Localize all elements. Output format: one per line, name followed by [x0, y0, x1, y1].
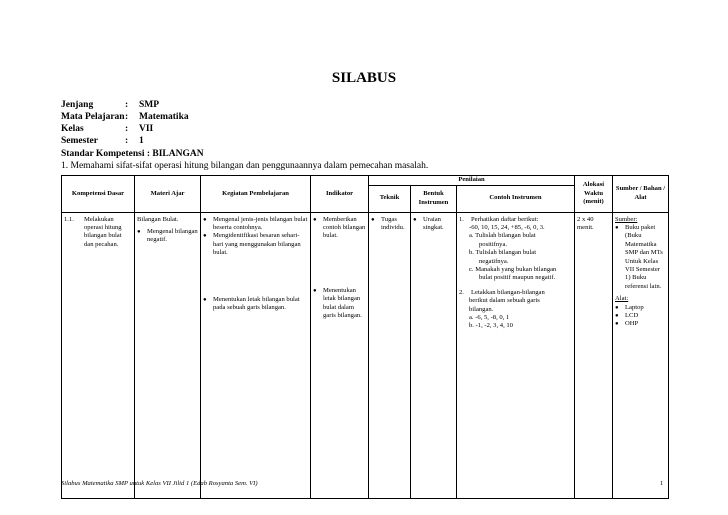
meta-key: Kelas [61, 124, 84, 134]
header-materi: Materi Ajar [135, 176, 201, 213]
meta-colon: : [125, 112, 129, 122]
contoh-list: -60, 10, 15, 24, +85, -6, 0, 3. [469, 223, 545, 231]
standar-kompetensi [61, 148, 428, 172]
meta-value: VII [139, 124, 154, 134]
meta-key: Jenjang [61, 100, 94, 110]
cell-indikator [311, 212, 369, 498]
contoh-number: 1. [459, 215, 464, 223]
header-kegiatan: Kegiatan Pembelajaran [201, 176, 311, 213]
header-sumber: Sumber / Bahan / Alat [613, 176, 669, 213]
cell-kompetensi [62, 212, 135, 498]
materi-title: Bilangan Bulat. [137, 215, 179, 223]
header-contoh: Contoh Instrumen [457, 185, 575, 212]
meta-key: Semester [61, 136, 98, 146]
cell-kegiatan [201, 212, 311, 498]
meta-value: SMP [139, 100, 160, 110]
contoh-text: berikut dalam sebuah garis [469, 297, 540, 305]
contoh-number: 2. [459, 288, 464, 296]
page-title: SILABUS [331, 70, 397, 86]
header-alokasi: Alokasi Waktu (menit) [575, 176, 613, 213]
alat-item: ● OHP [615, 320, 666, 328]
kd-number: 1.1. [64, 215, 74, 223]
contoh-text: Letakkan bilangan-bilangan [471, 288, 545, 296]
meta-colon: : [125, 124, 129, 134]
contoh-sub: b. Tulislah bilangan bulat [469, 249, 537, 257]
page-footer: Silabus Matematika SMP untuk Kelas VII Jilid 1 (Edab Rosyanta Sem. VI) [61, 480, 258, 487]
header-bentuk: Bentuk Instrumen [411, 185, 457, 212]
contoh-sub: bulat positif maupun negatif. [479, 274, 556, 282]
kegiatan-item: ● Mengenal jenis-jenis bilangan bulat beserta contohnya. [203, 216, 308, 233]
meta-value: 1 [139, 136, 144, 146]
alat-item: ● LCD [615, 312, 666, 320]
indikator-item: ● Menentukan letak bilangan bulat dalam garis bilangan. [313, 287, 366, 321]
alat-item: ● Laptop [615, 304, 666, 312]
contoh-sub: negatifnya. [479, 257, 509, 265]
header-indikator: Indikator [311, 176, 369, 213]
contoh-sub: a. -6, 5, -8, 0, 1 [469, 313, 510, 321]
bentuk-item: ● Uraian singkat. [413, 216, 454, 233]
indikator-item: ● Memberikan contoh bilangan bulat. [313, 216, 366, 241]
kegiatan-item: ● Menentukan letak bilangan bulat pada sebuah garis bilangan. [203, 296, 308, 313]
cell-sumber [613, 212, 669, 498]
header-teknik: Teknik [369, 185, 411, 212]
meta-row-semester [61, 135, 189, 147]
kd-text: Melakukan operasi hitung bilangan bulat dan pecahan. [84, 215, 122, 248]
meta-colon: : [125, 100, 129, 110]
cell-materi [135, 212, 201, 498]
standar-heading: Standar Kompetensi : BILANGAN [61, 149, 204, 159]
standar-text: 1. Memahami sifat-sifat operasi hitung bilangan dan penggunaannya dalam pemecahan masalah. [61, 161, 429, 171]
meta-row-kelas [61, 123, 189, 135]
contoh-sub: positifnya. [479, 240, 508, 248]
meta-row-mapel [61, 111, 189, 123]
sumber-item: ● Buku paket (Buku Matematika SMP dan MTs Untuk Kelas VII Semester 1) Buku referensi lain. [615, 224, 666, 291]
meta-key: Mata Pelajaran [61, 112, 125, 122]
alat-heading: Alat: [615, 295, 629, 303]
cell-alokasi [575, 212, 613, 498]
cell-bentuk [411, 212, 457, 498]
kegiatan-item: ● Mengidentifikasi besaran sehari-hari yang menggunakan bilangan bulat. [203, 232, 308, 257]
silabus-table [61, 175, 669, 499]
materi-item: ● Mengenal bilangan negatif. [137, 228, 198, 245]
header-kompetensi: Kompetensi Dasar [62, 176, 135, 213]
header-penilaian: Penilaian [369, 176, 575, 186]
cell-teknik [369, 212, 411, 498]
contoh-sub: a. Tulislah bilangan bulat [469, 232, 536, 240]
contoh-text: bilangan. [469, 305, 494, 313]
contoh-text: Perhatikan daftar berikut: [471, 215, 539, 223]
meta-row-jenjang [61, 99, 189, 111]
sumber-heading: Sumber: [615, 215, 638, 223]
cell-contoh [457, 212, 575, 498]
alokasi-value: 2 x 40 menit. [577, 215, 594, 231]
teknik-item: ● Tugas individu. [371, 216, 408, 233]
document-meta [61, 99, 189, 147]
page-number: 1 [660, 480, 664, 487]
contoh-sub: b. -1, -2, 3, 4, 10 [469, 322, 513, 330]
meta-colon: : [125, 136, 129, 146]
contoh-sub: c. Manakah yang bukan bilangan [469, 265, 557, 273]
meta-value: Matematika [139, 112, 189, 122]
